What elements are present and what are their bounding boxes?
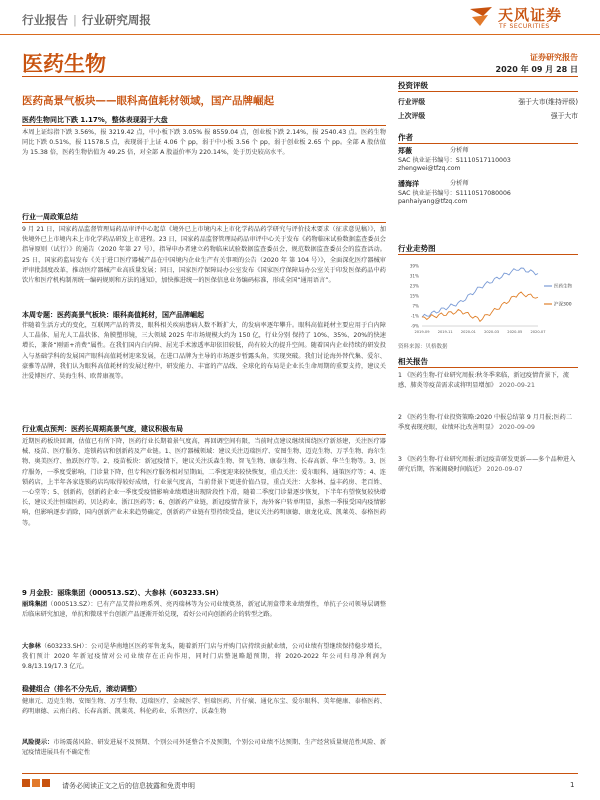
report-header-nav [22, 12, 151, 28]
legend-label: 沪深300 [554, 302, 572, 308]
stock-description: （603233.SH）：公司是华南地区医药零售龙头，随着新开门店与并购门店持续贡献业绩，公司业绩有望继续保持稳步增长，我们预计 2020 年新冠疫情对公司业绩存在正向作用，同时门店整退略超预期，将 2020-2022 年公司归母净利润为 9.8/13.19/17.3 亿元。 [22, 643, 387, 671]
analyst-role: 分析师 [450, 180, 469, 187]
x-tick-label: 2020-03 [484, 330, 500, 334]
page-title: 医药生物 [22, 52, 106, 76]
section-weekly-performance-title: 医药生物同比下跌 1.17%，整体表现弱于大盘 [22, 116, 168, 124]
section-divider [22, 125, 386, 126]
analyst-email[interactable]: panhaiyang@tfzq.com [398, 198, 468, 205]
page-number: 1 [570, 781, 575, 789]
y-tick-label: -1% [410, 313, 419, 319]
stock-pick-livzon [22, 600, 386, 620]
related-report-item[interactable] [398, 455, 578, 475]
related-report-title[interactable]: 2 《医药生物-行业投资策略:2020 中报总结第 9 月月报;医药二季度表现亮眼，业绩环比改善明显》 [398, 414, 573, 431]
x-tick-label: 2020-07 [530, 330, 546, 334]
header-divider [0, 34, 600, 35]
x-tick-label: 2020-05 [507, 330, 523, 334]
related-report-title[interactable]: 1 《医药生物-行业研究周报:秋冬季来临，新冠疫情背景下，流感、肺炎等疫苗需求或将明显增加》 [398, 372, 570, 389]
related-report-item[interactable] [398, 371, 578, 391]
sidebar-author-title: 作者 [398, 133, 413, 142]
section-portfolio-body: 健康元、迈克生物、安图生物、万孚生物、迈瑞医疗、金城医学、恒瑞医药、片仔癀、通化东宝、爱尔眼科、美年健康、泰格医药、药明康德、云南白药、长春高新、凯莱英、科伦药业、乐普医疗、沃森生物 [22, 698, 386, 716]
section-outlook-title: 行业观点预判：医药长周期高景气度，建议积极布局 [22, 425, 183, 433]
sidebar-trend-title: 行业走势图 [398, 244, 436, 253]
footer-logo-icon [22, 778, 58, 788]
y-tick-label: 39% [409, 263, 419, 269]
industry-trend-chart [398, 262, 578, 338]
logo-mark-icon [468, 5, 494, 29]
previous-rating-row [398, 110, 578, 120]
section-topic-title: 本周专题：医药高景气板块：眼科高值耗材，国产品牌崛起 [22, 311, 204, 319]
chart-source: 资料来源：贝格数据 [398, 344, 448, 350]
header-subcategory: 行业研究周报 [81, 13, 151, 27]
section-portfolio-title: 稳健组合（排名不分先后，滚动调整） [22, 685, 141, 693]
section-outlook-body: 近期医药板块回调，估值已有所下降，医药行业长期着景气度高，再回调空间有限，当前时点建议继续围绕医疗新基建，关注医疗器械、疫苗、医疗服务、连锁药店和创新药及产业链。1、医疗器械领域：建议关注迈瑞医疗、安图生物、迈克生物、万孚生物、海尔生物、奥美医疗、鱼跃医疗等。2、疫苗板块：新冠疫情下，建议关注沃森生物、智飞生物、康泰生物、长春高新、华兰生物等。3、医疗服务，一季度受影响，门诊量下降，但专科医疗服务相对星期面，二季度迎来较快恢复，重点关注：爱尔眼科、通策医疗等；4、连锁药店，上半年各家连锁药店均取得较好成绩，行业景气度高，当前背景下更进价值凸显，重点关注：大参林、益丰药房、老百姓、一心堂等；5、创新药，创新药企业一季度受疫情影响业绩增速出现阶段性下滑，随着二季度门诊量逐步恢复，下半年有望恢复较快增长，建议关注恒瑞医药、贝达药业、浙江医药等；6、创新药产业链，新冠疫情背景下，海外客户转单明显，虽然一季报受国内疫情影响，但影响逐步消除，国内创新产业未来趋势确定，创新药产业链有望持续受益，建议关注药明康德、康龙化成、凯莱英、泰格医药等。 [22, 438, 386, 527]
y-tick-label: -9% [410, 323, 419, 329]
sidebar-divider [398, 367, 578, 368]
y-tick-label: 31% [409, 273, 419, 279]
stock-name: 丽珠集团 [22, 601, 48, 608]
sidebar-divider [398, 254, 578, 255]
risk-text: 市场震荡风险、研发进展不及预期、个别公司外延整合不及预期，个别公司业绩不达预期、生产经营质量规范性风险、新冠疫情进展具有不确定性 [22, 739, 387, 757]
sidebar-divider [398, 91, 578, 92]
stock-description: （000513.SZ）：已有产品艾普拉唑系列、亮丙瑞林等为公司业绩奠基，新冠试剂盒带来业绩弹性，单抗子公司领导层调整后临床研究加速，单抗和微球平台创新产品逐渐开始兑现，看好公司向创新药企的转型之路。 [22, 601, 387, 619]
legend-label: 医药生物 [554, 284, 572, 290]
series-line [422, 292, 538, 321]
section-divider [22, 694, 386, 695]
sidebar-divider [398, 143, 578, 144]
analyst-card [398, 147, 578, 174]
stock-pick-dashenlin [22, 642, 386, 673]
sidebar-related-title: 相关报告 [398, 357, 428, 366]
y-tick-label: 7% [412, 303, 419, 309]
related-report-date: 2020-09-09 [498, 424, 535, 431]
y-tick-label: 15% [409, 293, 419, 299]
analyst-email[interactable]: zhengwei@tfzq.com [398, 165, 461, 172]
analyst-sac: SAC 执业证书编号：S1110517080006 [398, 189, 511, 197]
analyst-card [398, 180, 578, 207]
footer-disclaimer: 请务必阅读正文之后的信息披露和免责申明 [62, 782, 195, 790]
section-divider [22, 434, 386, 435]
logo-chinese-text: 天风证券 [498, 6, 563, 24]
related-report-date: 2020-09-07 [486, 466, 523, 473]
section-divider [22, 222, 386, 223]
logo-english-text: TF SECURITIES [499, 23, 550, 30]
footer-divider [22, 773, 578, 774]
industry-rating-value: 强于大市(维持评级) [518, 98, 578, 106]
related-report-item[interactable] [398, 413, 578, 433]
x-tick-label: 2019-11 [437, 330, 453, 334]
analyst-role: 分析师 [450, 147, 469, 154]
y-tick-label: 23% [409, 283, 419, 289]
risk-warning [22, 738, 386, 758]
previous-rating-label: 上次评级 [398, 112, 426, 120]
report-date: 2020 年 09 月 28 日 [495, 65, 578, 74]
section-policy-title: 行业一周政策总结 [22, 213, 78, 221]
section-policy-body: 9 月 21 日，国家药品监督管理局药品审评中心起草《境外已上市境内未上市化学药品药学研究与评价技术要求（征求意见稿）》，加快境外已上市境内未上市化学药品研发上市进程。23 日，国家药品监督管理局药品审评中心关于发布《药物临床试验数据监查委员会指导原则（试行）》的通告（2020 年第 27 号），指导申办者建立药物临床试验数据监查委员会，规范数据监查委员会的监查活动。25 日，国家药监局发布《关于进口医疗器械产品在中国境内企业生产有关事项的公告（2020 年 第 104 号）》，全面深化医疗器械审评审批制度改革，推动医疗器械产业高质量发展；同日，国家医疗保障局办公室发布《国家医疗保障局办公室关于印发医保药品中药饮片和医疗机构制剂统一编码规则和方法的通知》，加快推进统一的医保信息业务编码标准，形成全国“通用语言”。 [22, 226, 386, 285]
x-tick-label: 2019-09 [414, 330, 430, 334]
report-type: 证券研究报告 [530, 53, 578, 62]
main-heading: 医药高景气板块——眼科高值耗材领域，国产品牌崛起 [22, 95, 274, 107]
tf-securities-logo [468, 2, 588, 34]
title-divider [22, 76, 578, 77]
analyst-sac: SAC 执业证书编号：S1110517110003 [398, 156, 511, 164]
section-gold-stocks-title: 9 月金股：丽珠集团（000513.SZ）、大参林（603233.SH） [22, 589, 223, 597]
section-weekly-performance-body: 本周上证综指下跌 3.56%，报 3219.42 点，中小板下跌 3.05% 报 8559.04 点，创业板下跌 2.14%，报 2540.43 点。医药生物同比下跌 0.51%，报 11578.5 点，表现弱于上证 4.06 个 pp，弱于中小板 3.56 个 pp，弱于创业板 2.65 个 pp。全部 A 股估值为 15.38 倍，医药生物估值为 49.25 倍，对全部 A 股溢价率为 220.14%，处于历史较高水平。 [22, 129, 386, 157]
industry-rating-label: 行业评级 [398, 98, 426, 106]
stock-name: 大参林 [22, 643, 41, 650]
risk-label: 风险提示： [22, 739, 54, 746]
analyst-name: 潘海洋 [398, 180, 419, 188]
sidebar-rating-title: 投资评级 [398, 81, 428, 90]
analyst-name: 郑薇 [398, 147, 412, 155]
header-separator: | [73, 13, 77, 27]
x-tick-label: 2020-01 [460, 330, 476, 334]
previous-rating-value: 强于大市 [550, 112, 578, 120]
related-report-title[interactable]: 3 《医药生物-行业研究周报:新冠疫苗研发更新——多个品种进入研究后期，答案揭晓时间临近》 [398, 456, 576, 473]
section-topic-body: 伴随着生活方式的变化，互联网产品的普及，眼科相关疾病患病人数不断扩大，的发病率逐年攀升。眼科高值耗材主要应用于白内障人工晶体、屈光人工晶状体、角膜塑形镜，三大领域 2025 年市场规模大约为 150 亿，行业分别 保持了 10%、35%、20%的快速增长，兼备“刚需+消费”属性。在我们国内白内障、屈光手术渗透率却依旧较低，尚有较大的提升空间。随着国内企业持续的研发投入与基础学科的发展国产眼科高值耗材迎来发展，在进口品牌为主导的市场逐步暂露头角，实现突破。我们讨论海外替代集、爱尔、豪雅等品牌，我们认为眼科高值耗材的发展过程中，研发能力、丰富的产品线、全球化的布局是企业长生命周期的重要支持，建议关注爱博医疗、昊海生科、欧普康视等。 [22, 322, 386, 381]
related-report-date: 2020-09-21 [498, 382, 535, 389]
header-category: 行业报告 [22, 13, 68, 27]
industry-rating-row [398, 96, 578, 106]
